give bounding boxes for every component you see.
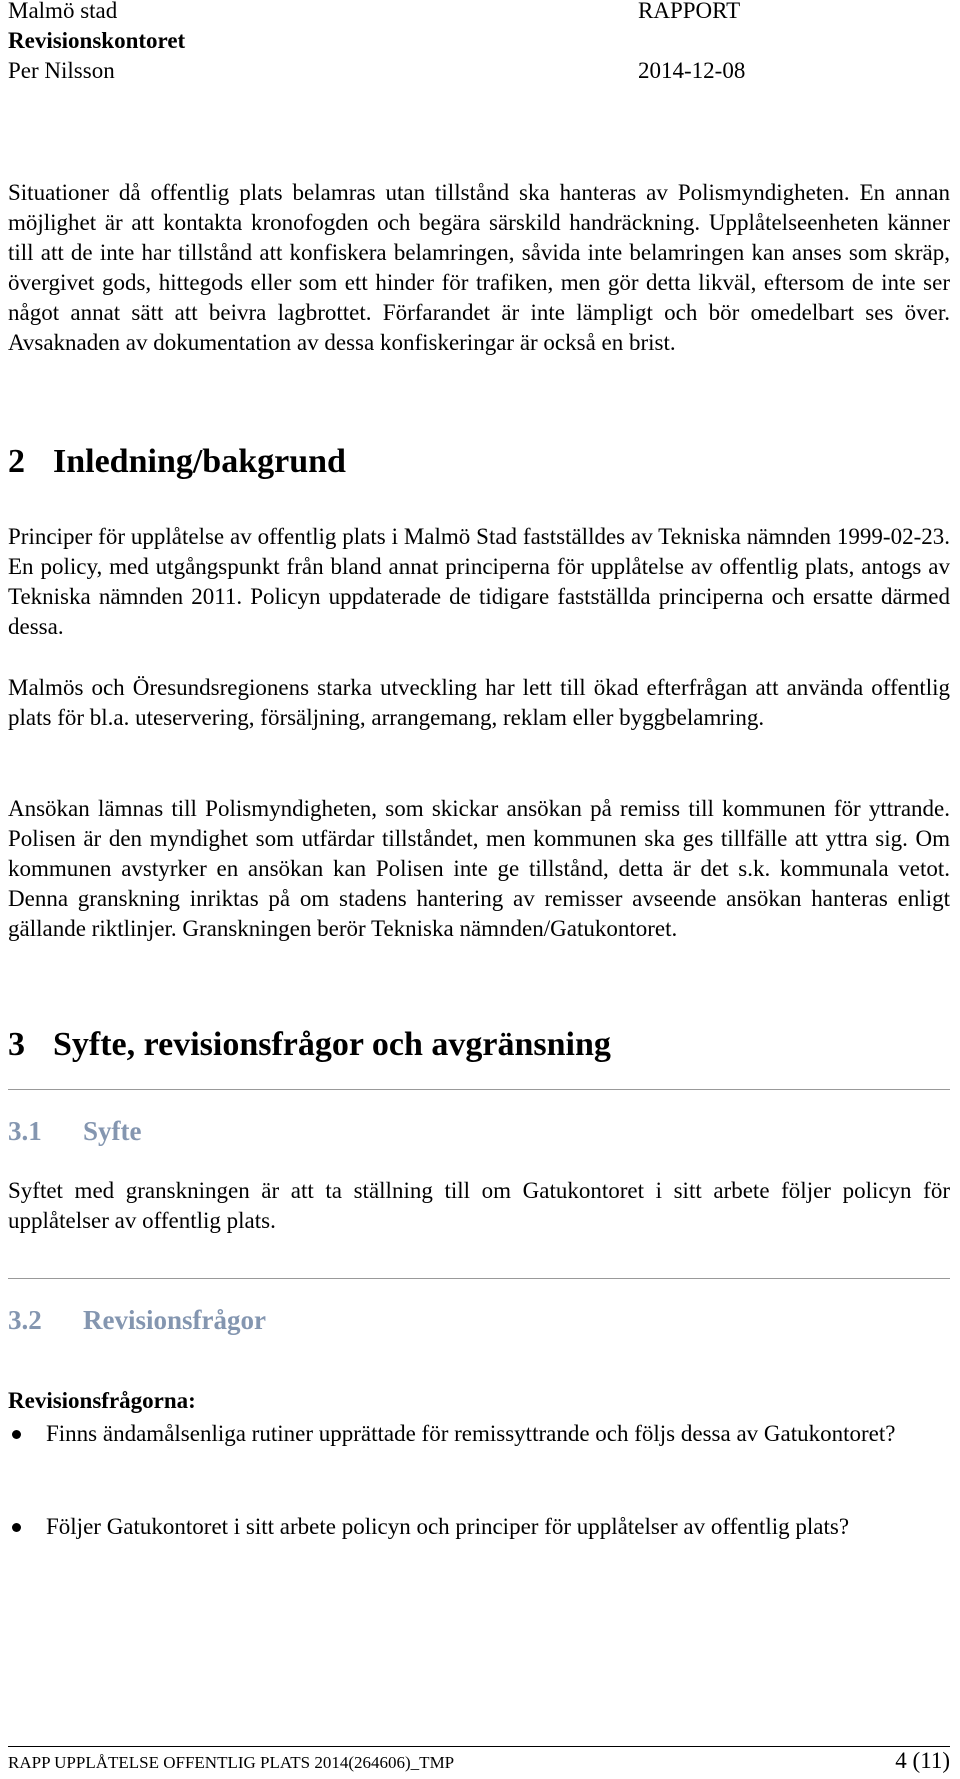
question-1-block xyxy=(8,1419,950,1449)
header-date: 2014-12-08 xyxy=(638,58,746,83)
list-item xyxy=(8,1512,950,1542)
intro-paragraph: Situationer då offentlig plats belamras utan tillstånd ska hanteras av Polismyndigheten. En annan möjlighet är att kontakta kronofogden och begära särskild handräckning. Upplåtelseenheten känner till att de inte har tillstånd att konfiskera belamringen, såvida inte belamringen kan anses som skräp, övergivet gods, hittegods eller som ett hinder för trafiken, men gör detta likväl, eftersom de inte ser något annat sätt att beivra lagbrottet. Förfarandet är inte lämpligt och bör omedelbart ses över. Avsaknaden av dokumentation av dessa konfiskeringar är också en brist. xyxy=(8,180,950,355)
section-2-title: Inledning/bakgrund xyxy=(53,443,346,480)
subsection-3-1-paragraph: Syftet med granskningen är att ta ställning till om Gatukontoret i sitt arbete följer policyn för upplåtelser av offentlig plats. xyxy=(8,1178,950,1233)
subsection-3-1-title: Syfte xyxy=(83,1116,142,1146)
footer-page-number: 4 (11) xyxy=(895,1748,950,1773)
subsection-3-2-heading-block xyxy=(8,1302,950,1338)
header-empty-line xyxy=(638,26,745,56)
questions-label-block xyxy=(8,1386,950,1416)
subsection-3-1-heading-block xyxy=(8,1113,950,1149)
header-doc-type: RAPPORT xyxy=(638,0,741,23)
bullet-icon xyxy=(12,1430,21,1439)
subsection-3-1-number: 3.1 xyxy=(8,1116,42,1146)
subsection-3-1-rule xyxy=(8,1089,950,1090)
header-left xyxy=(8,0,185,86)
section-2-number: 2 xyxy=(8,443,25,480)
intro-block xyxy=(8,178,950,358)
footer-rule xyxy=(8,1746,950,1747)
bullet-icon xyxy=(12,1523,21,1532)
subsection-3-2-number: 3.2 xyxy=(8,1305,42,1335)
section-2-heading xyxy=(8,442,950,482)
section-3-number: 3 xyxy=(8,1026,25,1063)
questions-label: Revisionsfrågorna: xyxy=(8,1388,196,1413)
section-2-paragraph: Malmös och Öresundsregionens starka utveckling har lett till ökad efterfrågan att använda offentlig plats för bl.a. uteservering, försäljning, arrangemang, reklam eller byggbelamring. xyxy=(8,675,950,730)
header-author: Per Nilsson xyxy=(8,58,115,83)
subsection-3-2-heading xyxy=(8,1302,950,1338)
subsection-3-2-title: Revisionsfrågor xyxy=(83,1305,266,1335)
subsection-3-2-rule xyxy=(8,1278,950,1279)
questions-list xyxy=(8,1419,950,1449)
questions-list xyxy=(8,1512,950,1542)
question-text: Finns ändamålsenliga rutiner upprättade för remissyttrande och följs dessa av Gatukontoret? xyxy=(46,1421,896,1446)
section-2-paragraph: Ansökan lämnas till Polismyndigheten, som skickar ansökan på remiss till kommunen för yttrande. Polisen är den myndighet som utfärdar tillståndet, men kommunen ska ges tillfälle att yttra sig. Om kommunen avstyrker en ansökan kan Polisen inte ge tillstånd, detta är det s.k. kommunala vetot. Denna granskning inriktas på om stadens hantering av remisser avseende ansökan hanteras enligt gällande riktlinjer. Granskningen berör Tekniska nämnden/Gatukontoret. xyxy=(8,796,950,941)
section-2-paragraph-3-block xyxy=(8,794,950,944)
section-3-title: Syfte, revisionsfrågor och avgränsning xyxy=(53,1026,611,1063)
footer-doc-ref: RAPP UPPLÅTELSE OFFENTLIG PLATS 2014(264606)_TMP xyxy=(8,1753,455,1772)
section-3-heading-block xyxy=(8,1025,950,1065)
header-right xyxy=(638,0,745,86)
subsection-3-1-heading xyxy=(8,1113,950,1149)
section-2-heading-block xyxy=(8,442,950,482)
section-2-paragraph-2-block xyxy=(8,673,950,733)
section-3-heading xyxy=(8,1025,950,1065)
list-item xyxy=(8,1419,950,1449)
section-2-paragraph: Principer för upplåtelse av offentlig plats i Malmö Stad fastställdes av Tekniska nämnden 1999-02-23. En policy, med utgångspunkt från bland annat principerna för upplåtelse av offentlig plats, antogs av Tekniska nämnden 2011. Policyn uppdaterade de tidigare fastställda principerna och ersatte därmed dessa. xyxy=(8,524,950,639)
subsection-3-1-paragraph-block xyxy=(8,1176,950,1236)
header-dept: Revisionskontoret xyxy=(8,28,186,53)
question-2-block xyxy=(8,1512,950,1542)
header-org: Malmö stad xyxy=(8,0,118,23)
question-text: Följer Gatukontoret i sitt arbete policyn och principer för upplåtelser av offentlig plats? xyxy=(46,1514,850,1539)
section-2-paragraph-1-block xyxy=(8,522,950,642)
